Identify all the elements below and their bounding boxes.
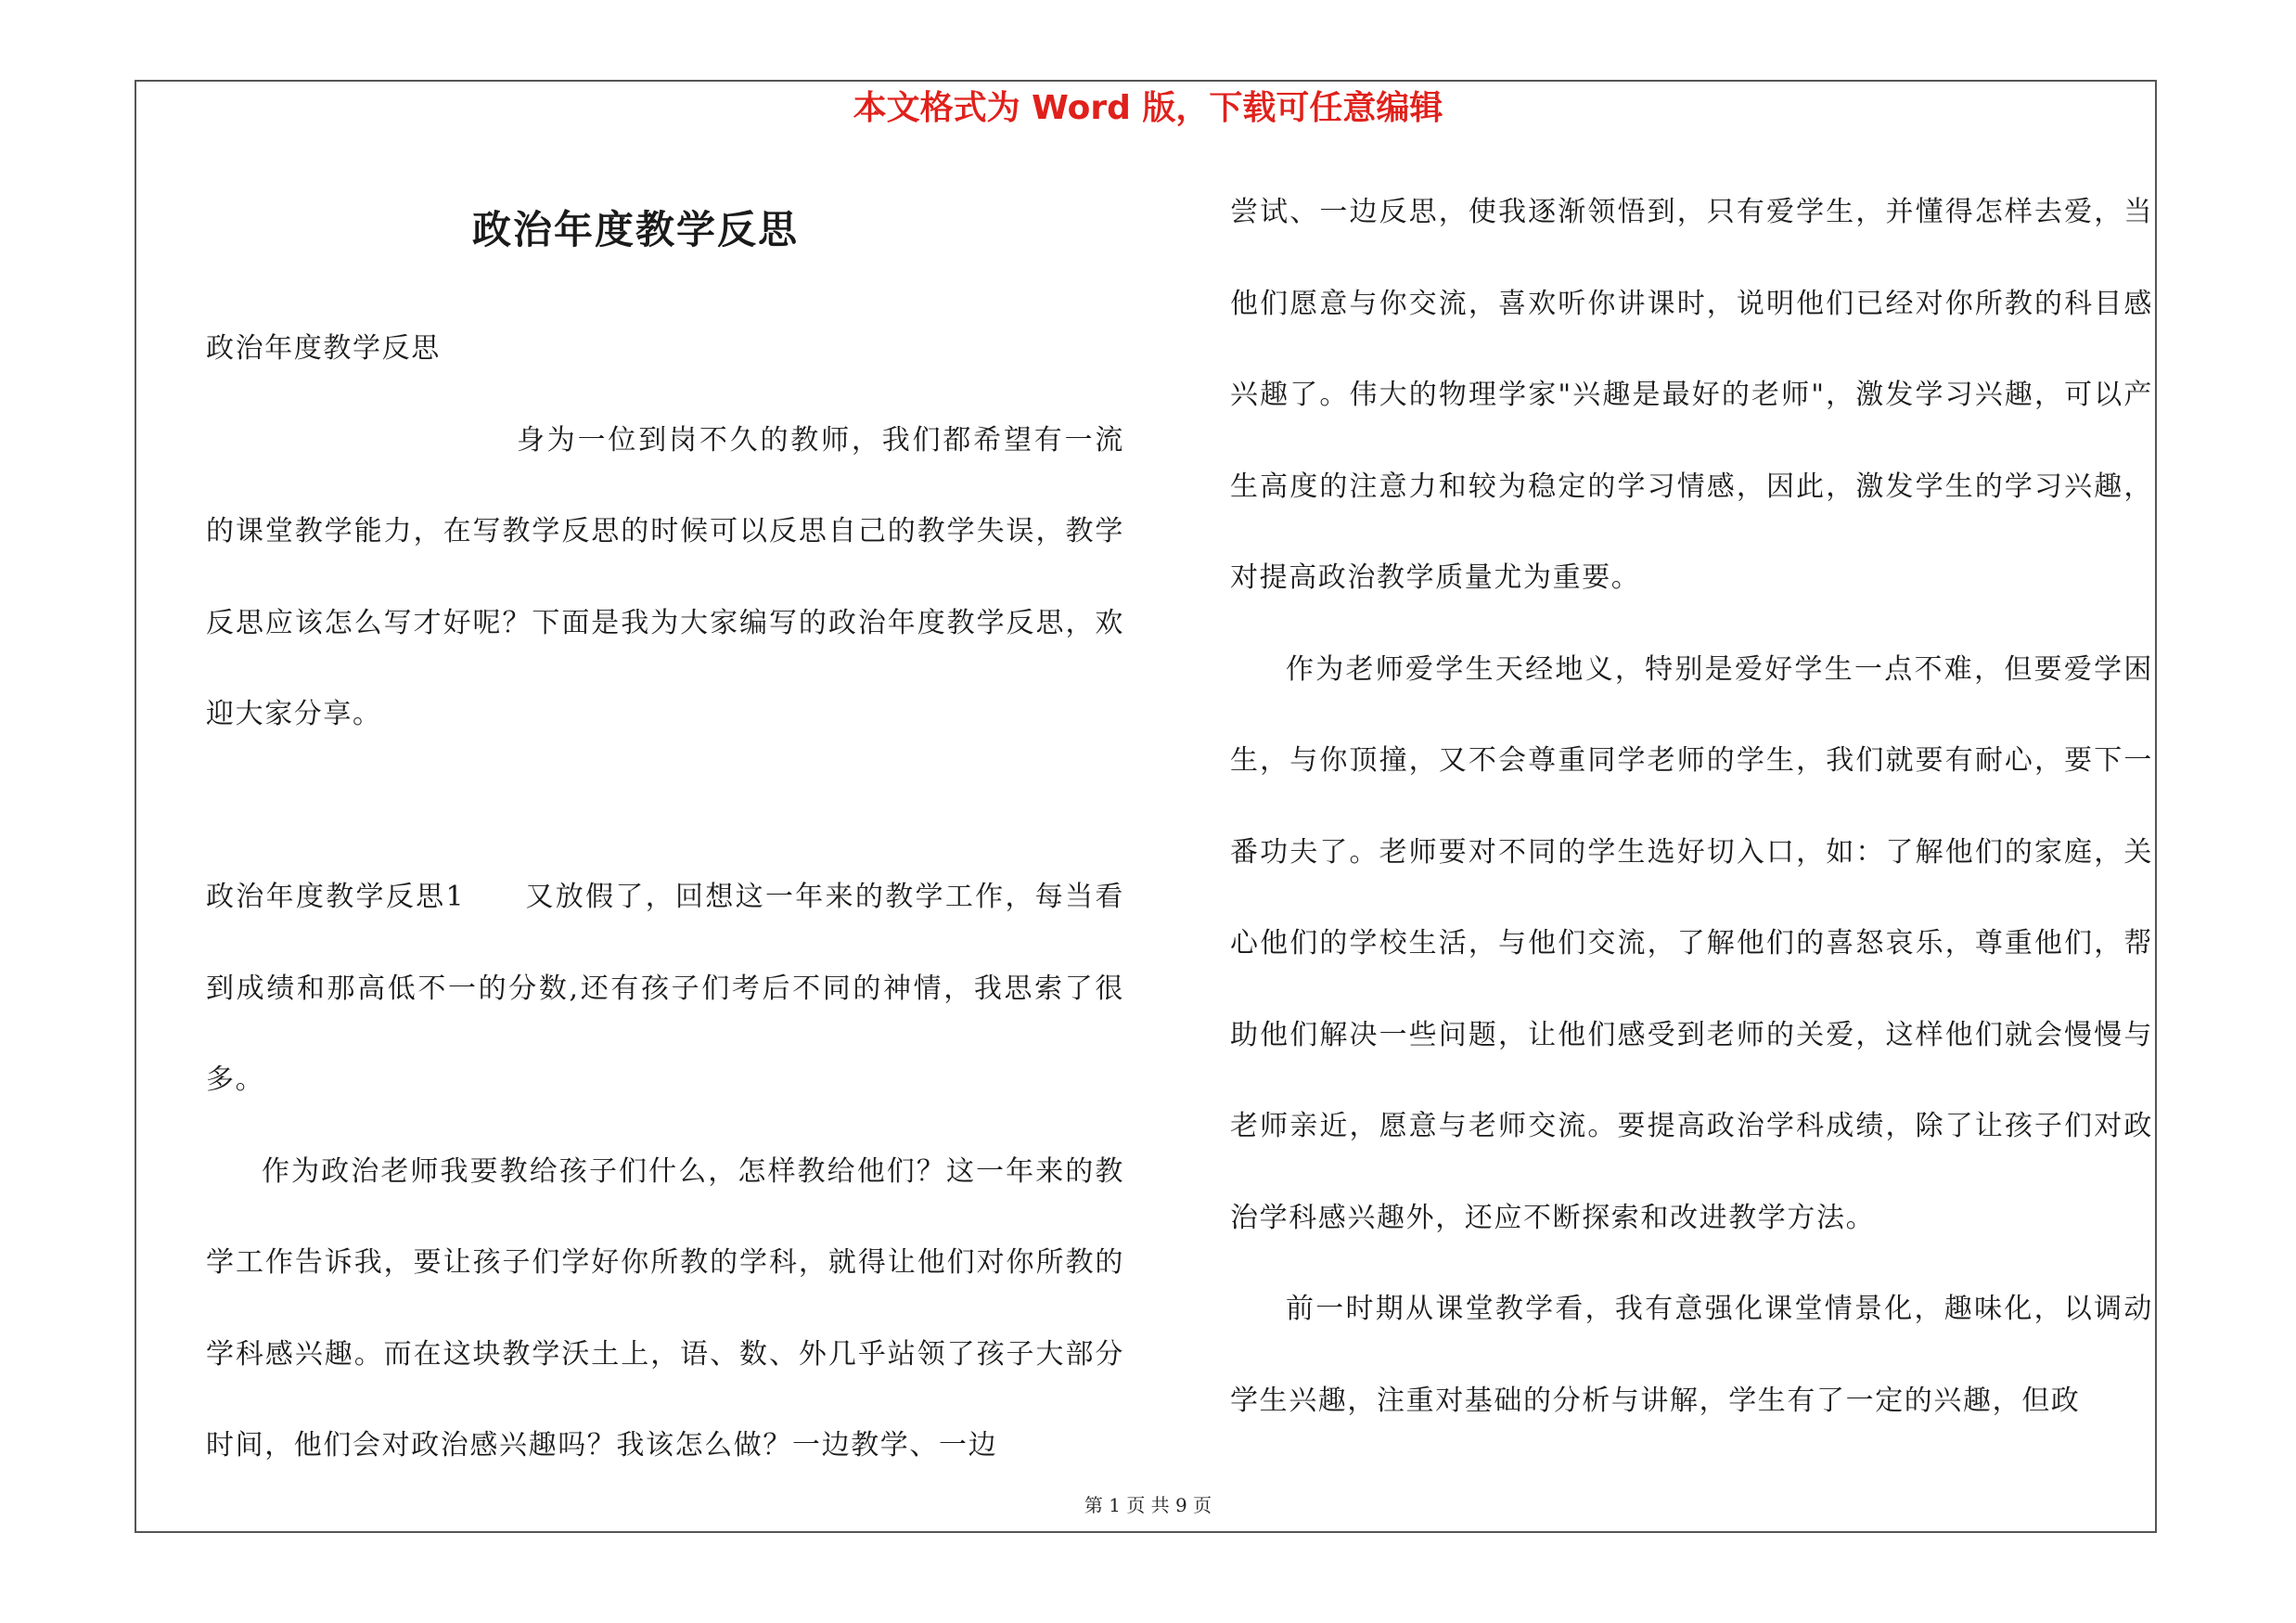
paragraph-gap xyxy=(206,761,1124,853)
page-number: 第 1 页 共 9 页 xyxy=(1084,1494,1212,1516)
continued-paragraph: 尝试、一边反思，使我逐渐领悟到，只有爱学生，并懂得怎样去爱，当他们愿意与你交流，喜欢听你讲课时，说明他们已经对你所教的科目感兴趣了。伟大的物理学家"兴趣是最好的老师"，激发学习兴趣，可以产生高度的注意力和较为稳定的学习情感，因此，激发学生的学习兴趣，对提高政治教学质量尤为重要。 xyxy=(1230,196,2153,594)
subtitle-paragraph: 政治年度教学反思 xyxy=(206,332,441,365)
right-column xyxy=(1230,167,2153,1447)
body-paragraph: 作为老师爱学生天经地义，特别是爱好学生一点不难，但要爱学困生，与你顶撞，又不会尊重同学老师的学生，我们就要有耐心，要下一番功夫了。老师要对不同的学生选好切入口，如：了解他们的家庭，关心他们的学校生活，与他们交流，了解他们的喜怒哀乐，尊重他们，帮助他们解决一些问题，让他们感受到老师的关爱，这样他们就会慢慢与老师亲近，愿意与老师交流。要提高政治学科成绩，除了让孩子们对政治学科感兴趣外，还应不断探索和改进教学方法。 xyxy=(1230,652,2153,1234)
document-title: 政治年度教学反思 xyxy=(471,207,799,252)
left-column xyxy=(206,303,1124,1492)
body-paragraph: 作为政治老师我要教给孩子们什么，怎样教给他们？这一年来的教学工作告诉我，要让孩子们学好你所教的学科，就得让他们对你所教的学科感兴趣。而在这块教学沃土上，语、数、外几乎站领了孩子大部分时间，他们会对政治感兴趣吗？我该怎么做？一边教学、一边 xyxy=(206,1154,1124,1462)
format-banner: 本文格式为 Word 版，下载可任意编辑 xyxy=(853,89,1443,127)
section-one-paragraph: 政治年度教学反思1 又放假了，回想这一年来的教学工作，每当看到成绩和那高低不一的分数,还有孩子们考后不同的神情，我思索了很多。 xyxy=(206,881,1124,1096)
body-paragraph: 前一时期从课堂教学看，我有意强化课堂情景化，趣味化，以调动学生兴趣，注重对基础的分析与讲解，学生有了一定的兴趣，但政 xyxy=(1230,1293,2153,1417)
intro-paragraph: 身为一位到岗不久的教师，我们都希望有一流的课堂教学能力，在写教学反思的时候可以反思自己的教学失误，教学反思应该怎么写才好呢？下面是我为大家编写的政治年度教学反思，欢迎大家分享。 xyxy=(206,423,1124,730)
